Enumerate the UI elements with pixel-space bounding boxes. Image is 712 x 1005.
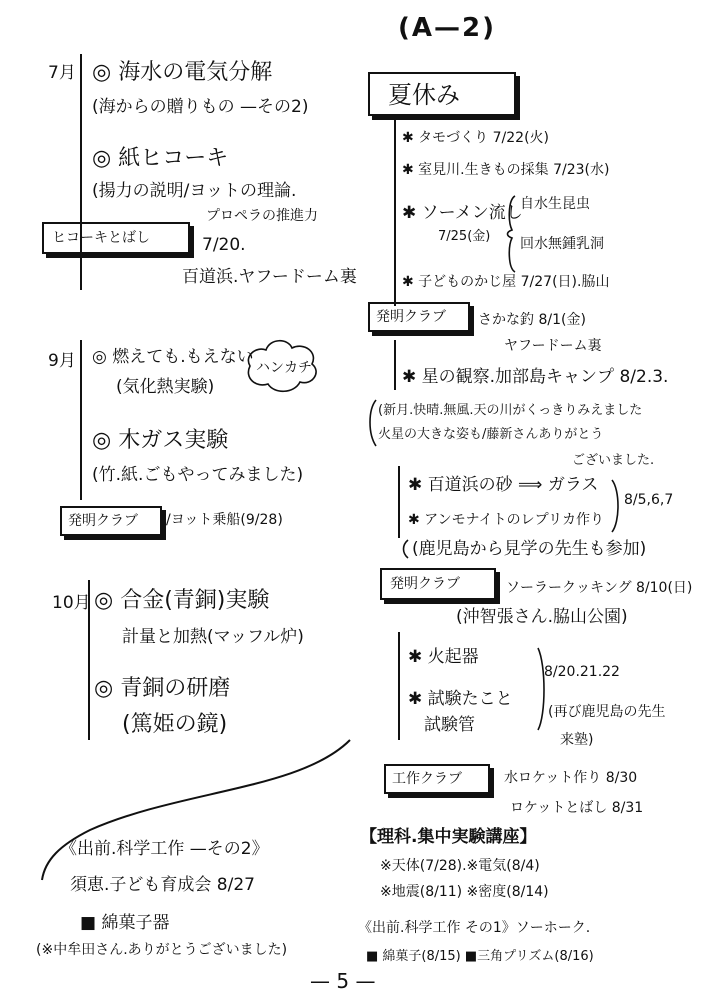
- craft-item-2: ロケットとばし 8/31: [510, 800, 644, 816]
- sand-note: (鹿児島から見学の先生も参加): [412, 539, 647, 559]
- month-september: 9月: [48, 351, 76, 371]
- star-observation: ✱ 星の観察.加部島キャンプ 8/2.3.: [402, 367, 669, 387]
- star-sub-3: ございました.: [572, 453, 655, 468]
- club-2-sub: (沖智張さん.脇山公園): [456, 607, 628, 627]
- summer-box-label: 夏休み: [388, 81, 460, 109]
- october-item-2-sub: (篤姫の鏡): [122, 712, 228, 737]
- club-box-september: [60, 506, 162, 536]
- demo-2-item: ■ 綿菓子器: [80, 913, 170, 933]
- craft-box: [384, 764, 490, 794]
- club-box-september-label: 発明クラブ: [68, 513, 138, 529]
- july-event-place: 百道浜.ヤフードーム裏: [182, 267, 357, 287]
- page-label: (A—2): [398, 13, 496, 43]
- fire-bracket-line: [398, 632, 400, 740]
- july-item-2-sub-2: プロペラの推進力: [206, 208, 318, 224]
- october-bracket-line: [88, 580, 90, 740]
- fire-note-1: (再び鹿児島の先生: [548, 704, 666, 720]
- september-item-1-sub: (気化熱実験): [116, 377, 215, 397]
- july-item-2-sub-1: (揚力の説明/ヨットの理論.: [92, 181, 297, 201]
- star-sub-2: 火星の大きな姿も/藤新さんありがとう: [378, 427, 604, 442]
- page-number: — 5 —: [310, 969, 376, 993]
- event-box-label: ヒコーキとばし: [52, 230, 150, 246]
- craft-item-1: 水ロケット作り 8/30: [504, 770, 638, 786]
- demo-2-title: 《出前.科学工作 —その2》: [60, 839, 269, 859]
- club-2-text: ソーラークッキング 8/10(日): [506, 580, 693, 596]
- demo-1-title: 《出前.科学工作 その1》ソーホーク.: [358, 920, 591, 936]
- club-1-text: さかな釣 8/1(金): [478, 312, 586, 328]
- summer-item-3-a: 自水生昆虫: [520, 196, 590, 212]
- october-item-1: ◎ 合金(青銅)実験: [94, 588, 270, 613]
- demo-2-place: 須恵.子ども育成会 8/27: [70, 875, 255, 895]
- september-item-2: ◎ 木ガス実験: [92, 428, 229, 453]
- craft-box-label: 工作クラブ: [392, 771, 462, 787]
- september-club-text: /ヨット乗船(9/28): [166, 512, 283, 528]
- month-july: 7月: [48, 63, 76, 83]
- september-item-1: ◎ 燃えても.もえない: [92, 347, 254, 367]
- club-box-1-label: 発明クラブ: [376, 309, 446, 325]
- club-box-1: [368, 302, 470, 332]
- july-bracket-line: [80, 54, 82, 290]
- october-item-1-sub: 計量と加熱(マッフル炉): [122, 627, 304, 647]
- fire-item-3: 試験管: [424, 715, 475, 735]
- month-october: 10月: [52, 593, 91, 613]
- september-item-1-cloud: ハンカチ: [256, 360, 312, 376]
- fire-item-2: ✱ 試験たこと: [408, 689, 513, 709]
- summer-item-3-date: 7/25(金): [438, 229, 491, 244]
- star-sub-1: (新月.快晴.無風.天の川がくっきりみえました: [378, 403, 643, 418]
- july-item-1: ◎ 海水の電気分解: [92, 60, 273, 85]
- july-item-1-sub: (海からの贈りもの —その2): [92, 97, 309, 117]
- club-1-place: ヤフードーム裏: [504, 338, 602, 354]
- fire-note-2: 来塾): [560, 732, 594, 748]
- summer-box: [368, 72, 516, 116]
- fire-dates: 8/20.21.22: [544, 664, 620, 680]
- event-box-hikouki: [42, 222, 190, 254]
- demo-2-thanks: (※中牟田さん.ありがとうございました): [36, 942, 288, 958]
- july-item-2: ◎ 紙ヒコーキ: [92, 146, 229, 171]
- demo-1-items: ■ 綿菓子(8/15) ■三角プリズム(8/16): [366, 949, 594, 964]
- fire-item-1: ✱ 火起器: [408, 647, 479, 667]
- sand-item-1: ✱ 百道浜の砂 ⟹ ガラス: [408, 475, 599, 495]
- summer-item-4: ✱ 子どものかじ屋 7/27(日).脇山: [402, 274, 610, 290]
- sand-item-2: ✱ アンモナイトのレプリカ作り: [408, 512, 604, 528]
- september-item-2-sub: (竹.紙.ごもやってみました): [92, 465, 304, 485]
- july-event-date: 7/20.: [202, 235, 246, 255]
- sand-bracket-line: [398, 466, 400, 538]
- star-bracket-line: [394, 340, 396, 390]
- summer-bracket-line: [394, 120, 396, 306]
- intensive-line-2: ※地震(8/11) ※密度(8/14): [380, 884, 549, 900]
- intensive-line-1: ※天体(7/28).※電気(8/4): [380, 858, 540, 874]
- october-item-2: ◎ 青銅の研磨: [94, 676, 231, 701]
- intensive-title: 【理科.集中実験講座】: [360, 827, 537, 847]
- sand-dates: 8/5,6,7: [624, 492, 674, 508]
- summer-item-1: ✱ タモづくり 7/22(火): [402, 130, 549, 146]
- september-bracket-line: [80, 340, 82, 500]
- club-box-2-label: 発明クラブ: [390, 576, 460, 592]
- summer-item-2: ✱ 室見川.生きもの採集 7/23(水): [402, 162, 610, 178]
- summer-item-3: ✱ ソーメン流し: [402, 203, 523, 223]
- club-box-2: [380, 568, 496, 600]
- summer-item-3-b: 回水無鍾乳洞: [520, 236, 604, 252]
